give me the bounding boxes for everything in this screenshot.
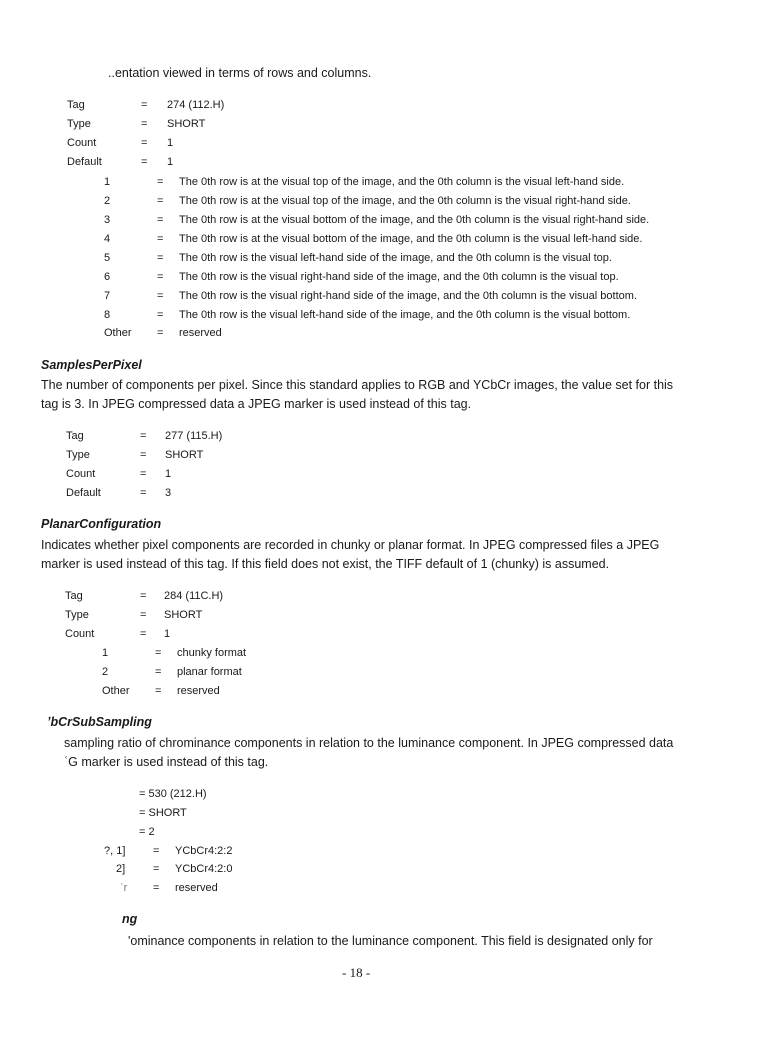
- value-code: Other: [104, 327, 132, 339]
- field-name: Count: [67, 137, 97, 149]
- field-value: 284 (11C.H): [164, 590, 224, 602]
- equals-sign: =: [140, 609, 147, 621]
- field-name: Tag: [65, 590, 83, 602]
- equals-sign: =: [157, 309, 164, 321]
- field-name: Default: [66, 487, 101, 499]
- value-code: 7: [104, 290, 111, 302]
- section-description: Indicates whether pixel components are recorded in chunky or planar format. In JPEG compressed files a JPEG marker is used instead of this tag. If this field does not exist, the TIFF default of 1 (chunky) is assumed.: [41, 538, 660, 571]
- value-description: YCbCr4:2:2: [175, 845, 233, 857]
- field-name: Type: [66, 449, 90, 461]
- value-code: 2: [102, 666, 109, 678]
- value-code: 6: [104, 271, 111, 283]
- field-value: SHORT: [167, 118, 206, 130]
- value-code: ?, 1]: [104, 845, 126, 857]
- equals-sign: =: [140, 430, 147, 442]
- section-description-line1: sampling ratio of chrominance components in relation to the luminance component. In JPEG compressed data: [64, 736, 674, 750]
- value-code: 5: [104, 252, 111, 264]
- section-heading: PlanarConfiguration: [41, 517, 162, 531]
- field-name: Type: [65, 609, 89, 621]
- equals-sign: =: [153, 882, 160, 894]
- intro-fragment: ..entation viewed in terms of rows and columns.: [108, 66, 372, 80]
- value-code: 4: [104, 233, 111, 245]
- equals-sign: =: [157, 290, 164, 302]
- equals-sign: =: [155, 666, 162, 678]
- field-value: 1: [165, 468, 172, 480]
- value-description: reserved: [175, 882, 218, 894]
- field-value: 1: [167, 137, 174, 149]
- field-value: SHORT: [164, 609, 203, 621]
- section-description: The number of components per pixel. Since this standard applies to RGB and YCbCr images, the value set for this tag is 3. In JPEG compressed data a JPEG marker is used instead of this tag.: [41, 378, 674, 411]
- value-description: The 0th row is at the visual top of the image, and the 0th column is the visual left-hand side.: [179, 176, 625, 188]
- value-description: The 0th row is the visual right-hand side of the image, and the 0th column is the visual top.: [179, 271, 619, 283]
- section-heading: ʼbCrSubSampling: [47, 715, 152, 729]
- field-value: 1: [167, 156, 174, 168]
- field-value: 1: [164, 628, 171, 640]
- value-code: 2]: [116, 863, 126, 875]
- field-value: SHORT: [165, 449, 204, 461]
- value-description: reserved: [177, 685, 220, 697]
- value-description: planar format: [177, 666, 242, 678]
- value-code: 8: [104, 309, 111, 321]
- equals-sign: =: [157, 176, 164, 188]
- equals-sign: =: [140, 628, 147, 640]
- value-code: Other: [102, 685, 130, 697]
- equals-sign: =: [141, 118, 148, 130]
- value-description: reserved: [179, 327, 222, 339]
- field-value: 274 (112.H): [167, 99, 225, 111]
- equals-sign: =: [141, 137, 148, 149]
- value-code: 3: [104, 214, 111, 226]
- equals-sign: =: [157, 327, 164, 339]
- field-name: Count: [66, 468, 96, 480]
- equals-sign: =: [140, 468, 147, 480]
- value-description: The 0th row is the visual right-hand side of the image, and the 0th column is the visual bottom.: [179, 290, 637, 302]
- field-value: = SHORT: [139, 807, 187, 819]
- equals-sign: =: [141, 99, 148, 111]
- equals-sign: =: [157, 252, 164, 264]
- field-value: 277 (115.H): [165, 430, 223, 442]
- field-value: = 530 (212.H): [139, 788, 207, 800]
- value-description: chunky format: [177, 647, 247, 659]
- value-description: The 0th row is at the visual top of the image, and the 0th column is the visual right-hand side.: [179, 195, 631, 207]
- equals-sign: =: [157, 214, 164, 226]
- field-name: Tag: [67, 99, 85, 111]
- equals-sign: =: [141, 156, 148, 168]
- section-heading-fragment: ng: [122, 912, 138, 926]
- equals-sign: =: [140, 487, 147, 499]
- field-value: 3: [165, 487, 172, 499]
- value-description: The 0th row is the visual left-hand side of the image, and the 0th column is the visual bottom.: [179, 309, 631, 321]
- field-name: Count: [65, 628, 95, 640]
- section-description-line2: ʿG marker is used instead of this tag.: [64, 755, 269, 769]
- value-description: The 0th row is the visual left-hand side of the image, and the 0th column is the visual top.: [179, 252, 612, 264]
- field-name: Default: [67, 156, 102, 168]
- value-description: YCbCr4:2:0: [175, 863, 233, 875]
- field-value: = 2: [139, 826, 155, 838]
- value-description: The 0th row is at the visual bottom of the image, and the 0th column is the visual right-hand side.: [179, 214, 650, 226]
- equals-sign: =: [140, 449, 147, 461]
- value-description: The 0th row is at the visual bottom of the image, and the 0th column is the visual left-hand side.: [179, 233, 643, 245]
- equals-sign: =: [153, 845, 160, 857]
- field-name: Tag: [66, 430, 84, 442]
- equals-sign: =: [157, 195, 164, 207]
- field-name: Type: [67, 118, 91, 130]
- value-code: ʿr: [120, 882, 128, 894]
- equals-sign: =: [157, 271, 164, 283]
- equals-sign: =: [140, 590, 147, 602]
- value-code: 1: [104, 176, 111, 188]
- equals-sign: =: [153, 863, 160, 875]
- page-number: - 18 -: [342, 965, 371, 980]
- section-heading: SamplesPerPixel: [41, 358, 142, 372]
- equals-sign: =: [155, 685, 162, 697]
- value-code: 2: [104, 195, 111, 207]
- equals-sign: =: [155, 647, 162, 659]
- equals-sign: =: [157, 233, 164, 245]
- section-description-fragment: 'ominance components in relation to the luminance component. This field is designated only for: [128, 934, 653, 948]
- value-code: 1: [102, 647, 109, 659]
